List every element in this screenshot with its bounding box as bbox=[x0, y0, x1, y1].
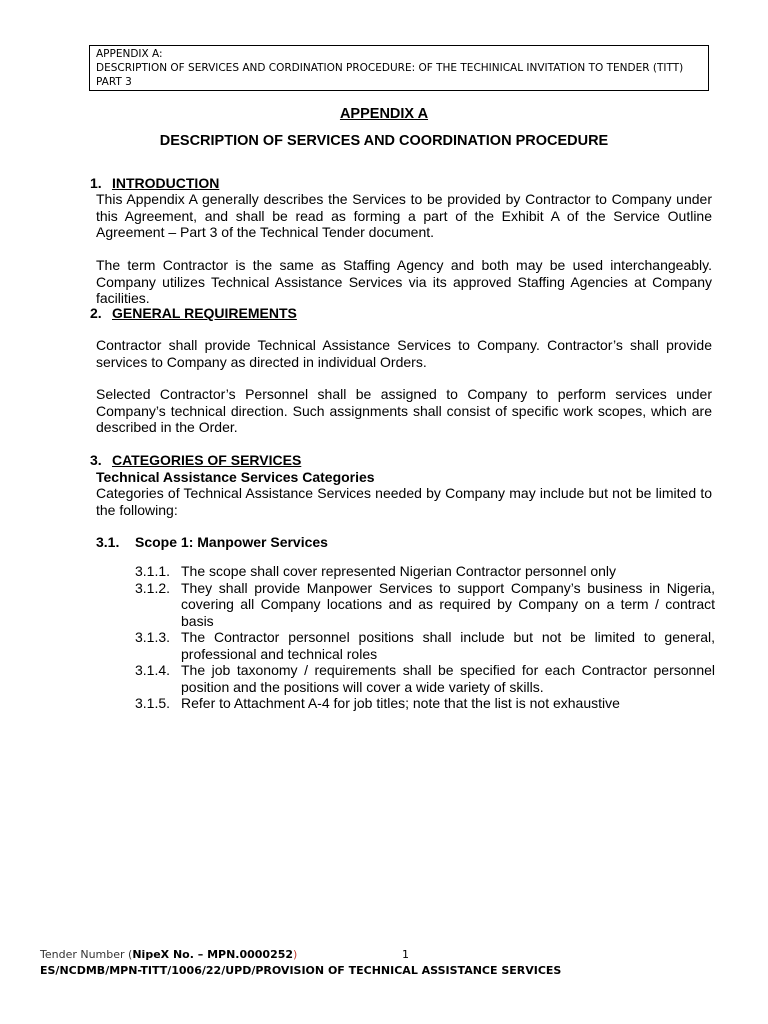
section-1-paragraph-2: The term Contractor is the same as Staffing Agency and both may be used interchangeably. Company utilizes Technical Assistance Services via its approved Staffing Agencies at Company facilities. bbox=[96, 257, 712, 306]
document-subtitle: DESCRIPTION OF SERVICES AND COORDINATION PROCEDURE bbox=[159, 133, 609, 149]
section-1-paragraph-1: This Appendix A generally describes the Services to be provided by Contractor to Company under this Agreement, and shall be read as forming a part of the Exhibit A of the Service Outline Agreement – Part 3 of the Technical Tender document. bbox=[96, 191, 712, 240]
scope-1-heading bbox=[96, 534, 328, 550]
list-item bbox=[135, 580, 715, 630]
header-line-1: APPENDIX A: bbox=[96, 48, 163, 60]
list-item bbox=[135, 695, 715, 712]
list-item-text: Refer to Attachment A-4 for job titles; note that the list is not exhaustive bbox=[181, 695, 620, 711]
section-3-title: CATEGORIES OF SERVICES bbox=[112, 452, 302, 468]
section-3-subheading: Technical Assistance Services Categories bbox=[96, 469, 375, 485]
header-line-3: PART 3 bbox=[96, 76, 132, 88]
footer-nipex-number: NipeX No. – MPN.0000252 bbox=[132, 948, 294, 961]
section-3-paragraph-1: Categories of Technical Assistance Services needed by Company may include but not be limited to the following: bbox=[96, 485, 712, 518]
section-2-number: 2. bbox=[90, 305, 102, 321]
list-item bbox=[135, 563, 715, 580]
page-header bbox=[89, 45, 709, 91]
list-item-text: They shall provide Manpower Services to support Company’s business in Nigeria, covering all Company locations and as required by Company on a term / contract basis bbox=[181, 579, 715, 629]
list-item-number: 3.1.1. bbox=[135, 563, 171, 579]
list-item-text: The scope shall cover represented Nigerian Contractor personnel only bbox=[181, 563, 617, 579]
list-item-number: 3.1.4. bbox=[135, 662, 171, 678]
section-3-number: 3. bbox=[90, 452, 102, 468]
footer-tender-number bbox=[40, 948, 297, 961]
page-number: 1 bbox=[402, 948, 409, 961]
section-2-heading bbox=[90, 305, 297, 321]
list-item-number: 3.1.3. bbox=[135, 629, 171, 645]
document-title: APPENDIX A bbox=[339, 106, 429, 122]
section-1-number: 1. bbox=[90, 175, 102, 191]
list-item-number: 3.1.5. bbox=[135, 695, 171, 711]
list-item-number: 3.1.2. bbox=[135, 579, 171, 596]
list-item-text: The job taxonomy / requirements shall be specified for each Contractor personnel position and the positions will cover a wide variety of skills. bbox=[181, 662, 715, 695]
scope-1-number: 3.1. bbox=[96, 534, 120, 550]
section-2-paragraph-2: Selected Contractor’s Personnel shall be assigned to Company to perform services under Company’s technical direction. Such assignments shall consist of specific work scopes, which are described in the Order. bbox=[96, 386, 712, 435]
scope-1-title: Scope 1: Manpower Services bbox=[135, 534, 328, 550]
section-3-heading bbox=[90, 452, 301, 468]
footer-tender-label: Tender Number ( bbox=[40, 948, 133, 961]
section-1-title: INTRODUCTION bbox=[112, 175, 220, 191]
section-2-paragraph-1: Contractor shall provide Technical Assistance Services to Company. Contractor’s shall provide services to Company as directed in individual Orders. bbox=[96, 337, 712, 370]
scope-1-list bbox=[135, 563, 715, 712]
list-item bbox=[135, 629, 715, 662]
header-line-2: DESCRIPTION OF SERVICES AND CORDINATION PROCEDURE: OF THE TECHINICAL INVITATION TO TENDER (TITT) bbox=[96, 62, 684, 74]
footer-close-paren: ) bbox=[293, 948, 298, 961]
list-item bbox=[135, 662, 715, 695]
section-2-title: GENERAL REQUIREMENTS bbox=[112, 305, 297, 321]
section-1-heading bbox=[90, 175, 219, 191]
list-item-text: The Contractor personnel positions shall include but not be limited to general, professional and technical roles bbox=[181, 629, 715, 662]
footer-reference: ES/NCDMB/MPN-TITT/1006/22/UPD/PROVISION OF TECHNICAL ASSISTANCE SERVICES bbox=[40, 964, 562, 977]
